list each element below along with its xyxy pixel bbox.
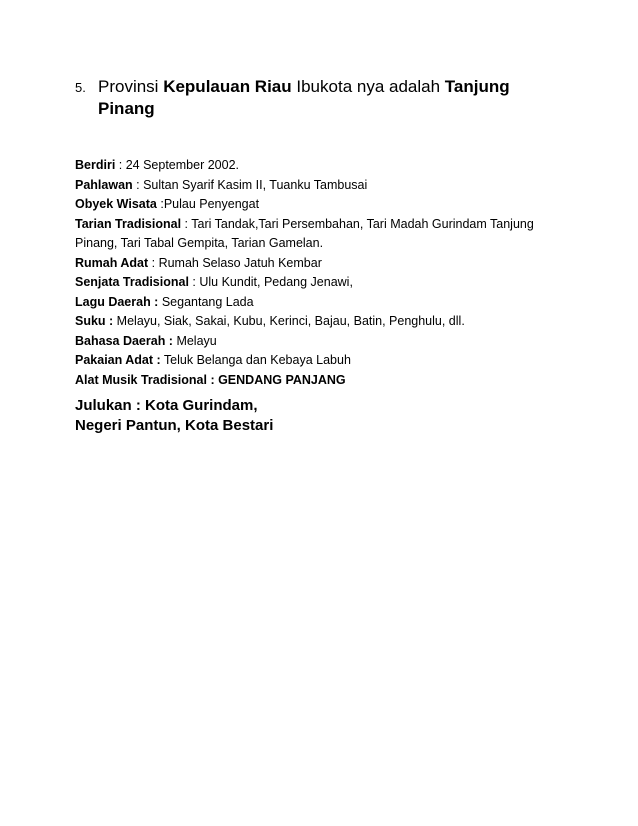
detail-tarian-tradisional xyxy=(75,215,555,254)
detail-suku xyxy=(75,312,555,332)
detail-value: : Sultan Syarif Kasim II, Tuanku Tambusai xyxy=(132,177,368,192)
detail-label: Alat Musik Tradisional : GENDANG PANJANG xyxy=(75,372,346,387)
julukan-block xyxy=(75,396,555,436)
detail-value: : Rumah Selaso Jatuh Kembar xyxy=(148,255,322,270)
julukan-line-2: Negeri Pantun, Kota Bestari xyxy=(75,417,274,434)
detail-bahasa-daerah xyxy=(75,332,555,352)
detail-label: Rumah Adat xyxy=(75,255,149,270)
detail-pakaian-adat xyxy=(75,351,555,371)
heading-prefix: Provinsi xyxy=(98,77,164,96)
detail-label: Lagu Daerah : xyxy=(75,294,159,309)
detail-label: Tarian Tradisional xyxy=(75,216,182,231)
detail-value: : 24 September 2002. xyxy=(115,158,239,172)
detail-berdiri xyxy=(75,156,555,176)
detail-label: Senjata Tradisional xyxy=(75,275,189,289)
heading-text xyxy=(98,76,568,120)
detail-rumah-adat xyxy=(75,254,555,274)
capital-name-part1: Tanjung xyxy=(444,77,510,96)
detail-label: Suku : xyxy=(75,314,114,328)
detail-pahlawan xyxy=(75,176,555,196)
detail-label: Obyek Wisata xyxy=(75,197,157,211)
detail-alat-musik xyxy=(75,371,555,391)
detail-obyek-wisata xyxy=(75,195,555,215)
detail-senjata-tradisional xyxy=(75,273,555,293)
detail-value: Melayu, Siak, Sakai, Kubu, Kerinci, Bajau, Batin, Penghulu, dll. xyxy=(113,314,465,328)
julukan-line-1: Julukan : Kota Gurindam, xyxy=(75,397,258,414)
province-details xyxy=(75,156,555,390)
detail-label: Berdiri xyxy=(75,158,116,172)
list-number: 5. xyxy=(75,80,86,95)
capital-name-part2: Pinang xyxy=(98,99,155,118)
detail-value: Melayu xyxy=(172,333,217,348)
detail-value: Teluk Belanga dan Kebaya Labuh xyxy=(160,353,351,367)
detail-value: :Pulau Penyengat xyxy=(156,197,260,211)
detail-lagu-daerah xyxy=(75,293,555,313)
detail-value: Segantang Lada xyxy=(158,294,254,309)
province-name: Kepulauan Riau xyxy=(163,77,292,96)
detail-label: Pakaian Adat : xyxy=(75,353,161,367)
detail-value: : Tari Tandak,Tari Persembahan, Tari Madah Gurindam Tanjung Pinang, Tari Tabal Gempita, Tarian Gamelan. xyxy=(75,216,534,250)
heading-middle: Ibukota nya adalah xyxy=(291,77,445,96)
detail-label: Bahasa Daerah : xyxy=(75,333,173,348)
detail-label: Pahlawan xyxy=(75,177,133,192)
detail-value: : Ulu Kundit, Pedang Jenawi, xyxy=(188,275,353,289)
